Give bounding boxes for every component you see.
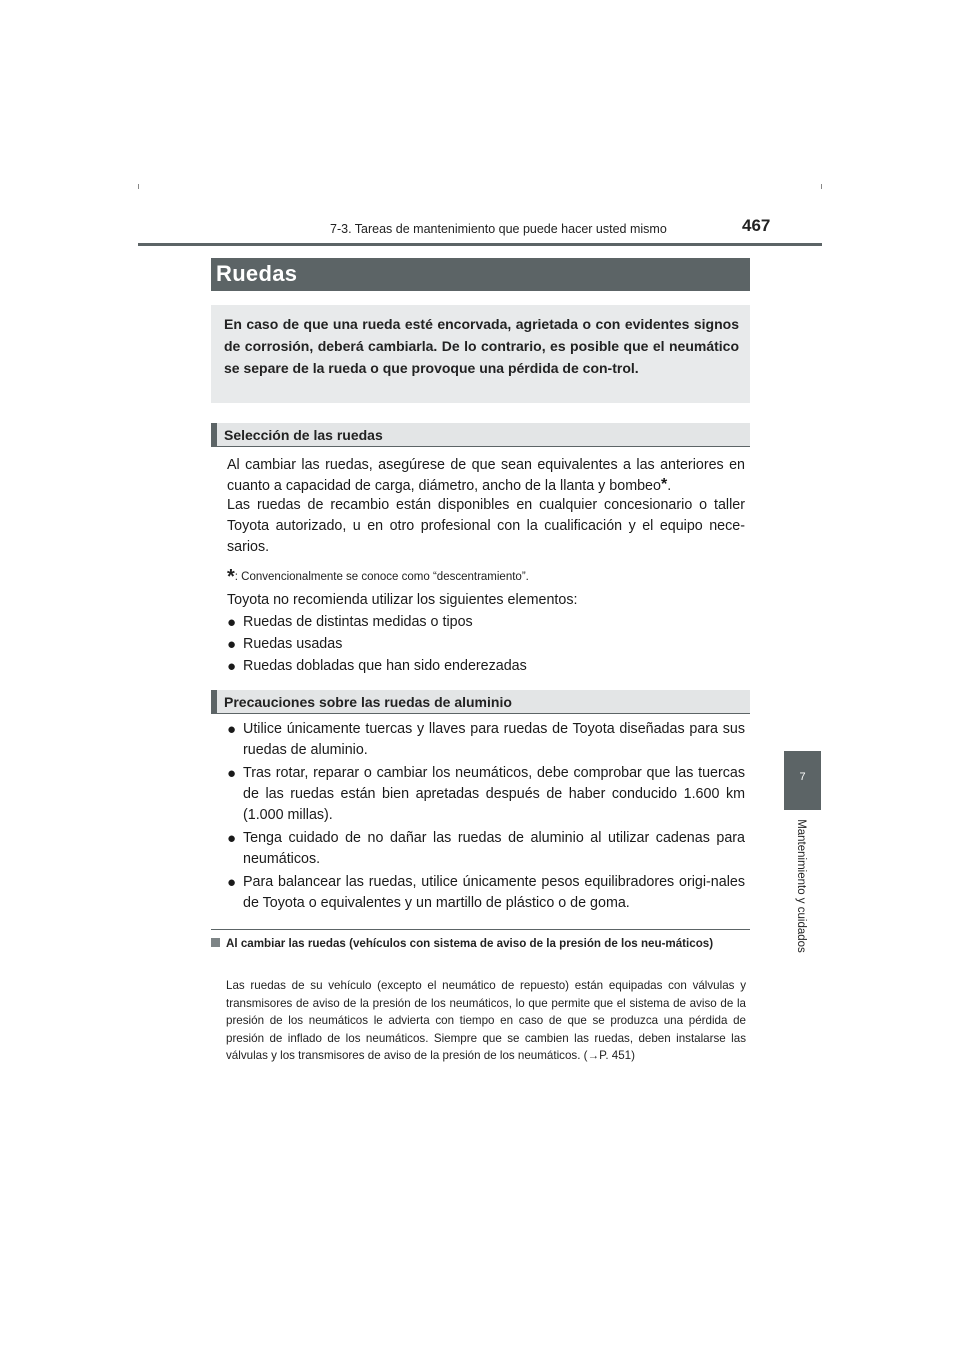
list-item (227, 634, 747, 655)
paragraph-text: Las ruedas de recambio están disponibles en cualquier concesionario o taller Toyota autorizado, u en otro profesional con la cualificación y el equipo nece-sarios. (227, 497, 745, 555)
section-heading: Selección de las ruedas (224, 427, 383, 443)
list-item (227, 656, 747, 677)
list-item-text: Utilice únicamente tuercas y llaves para ruedas de Toyota diseñadas para sus ruedas de aluminio. (243, 721, 745, 758)
chapter-tab (784, 751, 821, 810)
paragraph-text: Toyota no recomienda utilizar los siguientes elementos: (227, 592, 578, 608)
section-accent (211, 690, 217, 713)
list-item (227, 872, 747, 914)
bullet-icon: ● (227, 636, 237, 653)
paragraph-text: Al cambiar las ruedas, asegúrese de que sean equivalentes a las anteriores en cuanto a capacidad de carga, diámetro, ancho de la llanta y bombeo (227, 457, 745, 494)
crop-mark-right (821, 184, 822, 189)
square-bullet-icon (211, 938, 220, 947)
chapter-number: 7 (799, 771, 806, 783)
header-rule (138, 243, 822, 246)
paragraph (227, 590, 745, 611)
running-header: 7-3. Tareas de mantenimiento que puede hacer usted mismo (330, 222, 667, 236)
footnote (227, 563, 529, 586)
subsection-body: Las ruedas de su vehículo (excepto el neumático de repuesto) están equipadas con válvulas y transmisores de aviso de la presión de los neumáticos, lo que permite que el sistema de aviso de la presión de los neumáticos le advierta con tiempo en caso de que se produzca una pérdida de presión de inflado de los neumáticos. Siempre que se cambien las ruedas, deben instalarse las válvulas y los transmisores de aviso de la presión de los neumáticos. (→P. 451) (226, 979, 746, 1062)
section-heading-bar (211, 423, 750, 447)
list-item (227, 763, 747, 826)
bullet-icon: ● (227, 874, 237, 891)
paragraph (227, 495, 745, 558)
paragraph-end: . (667, 478, 672, 494)
list-item-text: Ruedas dobladas que han sido enderezadas (243, 658, 527, 674)
list-item-text: Tras rotar, reparar o cambiar los neumáticos, debe comprobar que las tuercas de las ruedas están bien apretadas después de haber conducido 1.600 km (1.000 millas). (243, 765, 745, 823)
bullet-icon: ● (227, 614, 237, 631)
bullet-icon: ● (227, 721, 237, 738)
page-number: 467 (742, 216, 771, 235)
bullet-icon: ● (227, 830, 237, 847)
list-item-text: Ruedas de distintas medidas o tipos (243, 614, 473, 630)
chapter-label: Mantenimiento y cuidados (795, 819, 807, 953)
bullet-icon: ● (227, 658, 237, 675)
footnote-star: * (227, 566, 235, 588)
section-heading-bar (211, 690, 750, 714)
subsection-heading: Al cambiar las ruedas (vehículos con sistema de aviso de la presión de los neu-máticos) (226, 937, 714, 950)
list-item (227, 612, 747, 633)
section-heading: Precauciones sobre las ruedas de aluminio (224, 694, 512, 710)
list-item-text: Tenga cuidado de no dañar las ruedas de aluminio al utilizar cadenas para neumáticos. (243, 830, 745, 867)
list-item (227, 828, 747, 870)
list-item-text: Para balancear las ruedas, utilice únicamente pesos equilibradores origi-nales de Toyota o equivalentes y un martillo de plástico o de goma. (243, 874, 745, 911)
divider (211, 929, 750, 930)
footnote-marker: * (660, 476, 668, 493)
footnote-text: : Convencionalmente se conoce como “descentramiento”. (234, 571, 529, 583)
intro-box (211, 305, 750, 403)
section-accent (211, 423, 217, 446)
page-title: Ruedas (216, 261, 298, 286)
paragraph (227, 455, 745, 497)
intro-text: En caso de que una rueda esté encorvada, agrietada o con evidentes signos de corrosión, deberá cambiarla. De lo contrario, es posible que el neumático se separe de la rueda o que provoque una pérdida de con-trol. (224, 316, 739, 376)
bullet-icon: ● (227, 765, 237, 782)
list-item-text: Ruedas usadas (243, 636, 343, 652)
crop-mark-left (138, 184, 139, 189)
list-item (227, 719, 747, 761)
